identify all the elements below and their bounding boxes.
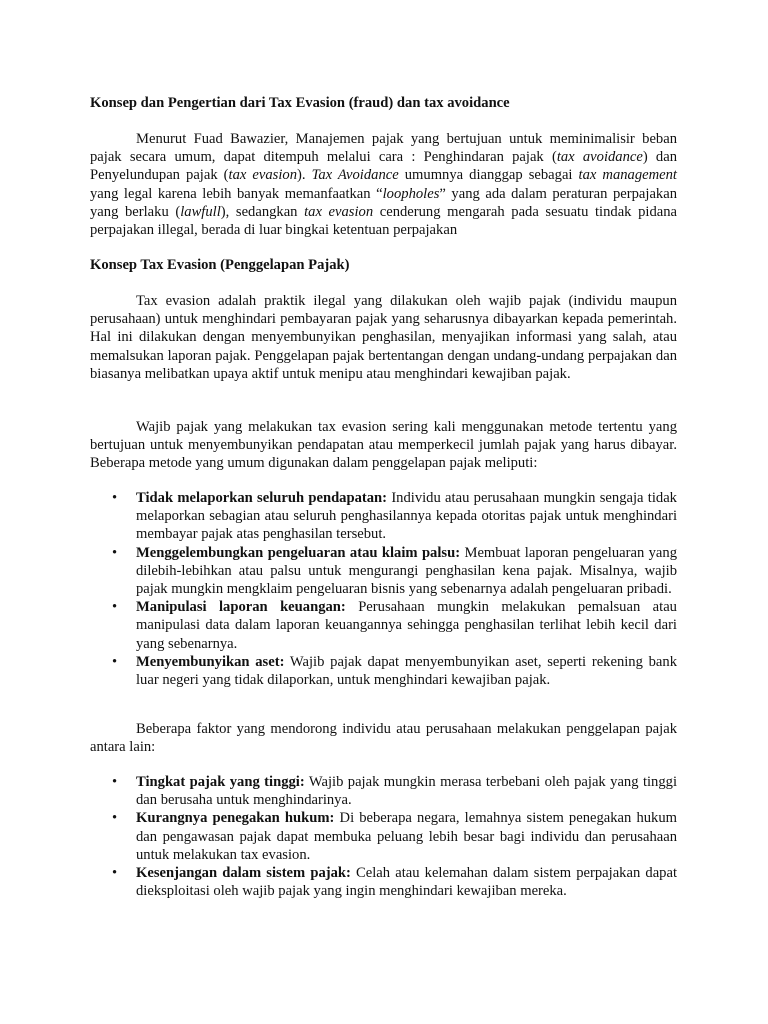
intro-em-loopholes: loopholes [382,185,440,202]
heading-concept-definition: Konsep dan Pengertian dari Tax Evasion (fraud) dan tax avoidance [90,95,510,111]
intro-text-5: yang legal karena lebih banyak memanfaatkan “ [90,185,383,202]
list-item [90,544,677,599]
list-item-text: Individu atau perusahaan mungkin sengaja tidak melaporkan sebagian atau seluruh penghasilannya kepada otoritas pajak untuk menghindari membayar pajak atas penghasilan tersebut. [136,490,677,543]
bullet-icon: • [112,774,118,790]
list-item-text: Membuat laporan pengeluaran yang dilebih-lebihkan atau palsu untuk mengurangi penghasilan kena pajak. Misalnya, wajib pajak mungkin mengklaim pengeluaran bisnis yang sebenarnya adalah pengeluaran pribadi. [136,544,677,598]
intro-text-6: ” yang ada dalam peraturan perpajakan yang berlaku ( [90,185,678,220]
bullet-icon: • [112,599,118,616]
methods-list [90,489,677,689]
bullet-icon: • [112,544,118,561]
list-item-term: Kesenjangan dalam sistem pajak: [136,865,351,882]
heading-tax-evasion-concept: Konsep Tax Evasion (Penggelapan Pajak) [90,257,350,273]
factors-list [90,773,677,900]
list-item-text: Perusahaan mungkin melakukan pemalsuan atau manipulasi data dalam laporan keuangannya sehingga penghasilan terlihat lebih kecil dari yang sebenarnya. [136,599,677,652]
list-item [90,864,677,900]
bullet-icon: • [112,865,118,882]
list-item [90,598,677,653]
bullet-icon: • [112,490,118,506]
intro-em-tax-avoidance-2: Tax Avoidance [311,167,399,184]
list-item [90,653,677,689]
bullet-icon: • [112,810,118,827]
paragraph-factors-intro: Beberapa faktor yang mendorong individu atau perusahaan melakukan penggelapan pajak antara lain: [90,721,677,756]
list-item-text: Wajib pajak dapat menyembunyikan aset, seperti rekening bank luar negeri yang tidak dilaporkan, untuk menghindari kewajiban pajak. [136,653,677,689]
list-item-term: Tingkat pajak yang tinggi: [136,774,305,790]
list-item-text: Di beberapa negara, lemahnya sistem penegakan hukum dan pengawasan pajak dapat membuka peluang lebih besar bagi individu dan perusahaan untuk melakukan tax evasion. [136,810,677,863]
intro-text-3: ). [297,167,312,184]
paragraph-methods-intro: Wajib pajak yang melakukan tax evasion sering kali menggunakan metode tertentu yang bertujuan untuk menyembunyikan pendapatan atau memperkecil jumlah pajak yang harus dibayar. Beberapa metode yang umum digunakan dalam penggelapan pajak meliputi: [90,419,677,472]
intro-paragraph [90,130,677,239]
list-item [90,809,677,864]
intro-em-tax-evasion: tax evasion [228,167,298,184]
intro-text-2: ) dan Penyelundupan pajak ( [90,149,678,184]
list-item-text: Wajib pajak mungkin merasa terbebani oleh pajak yang tinggi dan berusaha untuk menghindarinya. [136,774,678,809]
paragraph-tax-evasion-definition: Tax evasion adalah praktik ilegal yang dilakukan oleh wajib pajak (individu maupun perusahaan) untuk menghindari pembayaran pajak yang seharusnya dibayarkan kepada pemerintah. Hal ini dilakukan dengan menyembunyikan penghasilan, menyajikan informasi yang salah, atau memalsukan laporan pajak. Penggelapan pajak bertentangan dengan undang-undang perpajakan dan biasanya melibatkan upaya aktif untuk menipu atau menghindari kewajiban pajak. [90,293,677,382]
list-item-term: Kurangnya penegakan hukum: [136,810,335,827]
list-item-text: Celah atau kelemahan dalam sistem perpajakan dapat dieksploitasi oleh wajib pajak yang ingin menghindari kewajiban mereka. [136,865,677,900]
intro-em-tax-management: tax management [578,167,677,184]
intro-em-tax-evasion-2: tax evasion [304,203,374,220]
intro-text-4: umumnya dianggap sebagai [398,167,579,184]
list-item-term: Tidak melaporkan seluruh pendapatan: [136,490,388,506]
bullet-icon: • [112,653,118,670]
list-item [90,489,677,544]
intro-em-tax-avoidance: tax avoidance [556,149,643,166]
intro-text-1: Menurut Fuad Bawazier, Manajemen pajak yang bertujuan untuk meminimalisir beban pajak secara umum, dapat ditempuh melalui cara : Penghindaran pajak ( [90,131,677,166]
intro-text-8: cenderung mengarah pada sesuatu tindak pidana perpajakan illegal, berada di luar bingkai ketentuan perpajakan [90,203,677,239]
intro-text-7: ), sedangkan [220,203,305,220]
list-item [90,773,677,809]
intro-em-lawfull: lawfull [180,203,221,220]
list-item-term: Manipulasi laporan keuangan: [136,599,346,616]
list-item-term: Menyembunyikan aset: [136,653,285,670]
list-item-term: Menggelembungkan pengeluaran atau klaim palsu: [136,544,461,561]
